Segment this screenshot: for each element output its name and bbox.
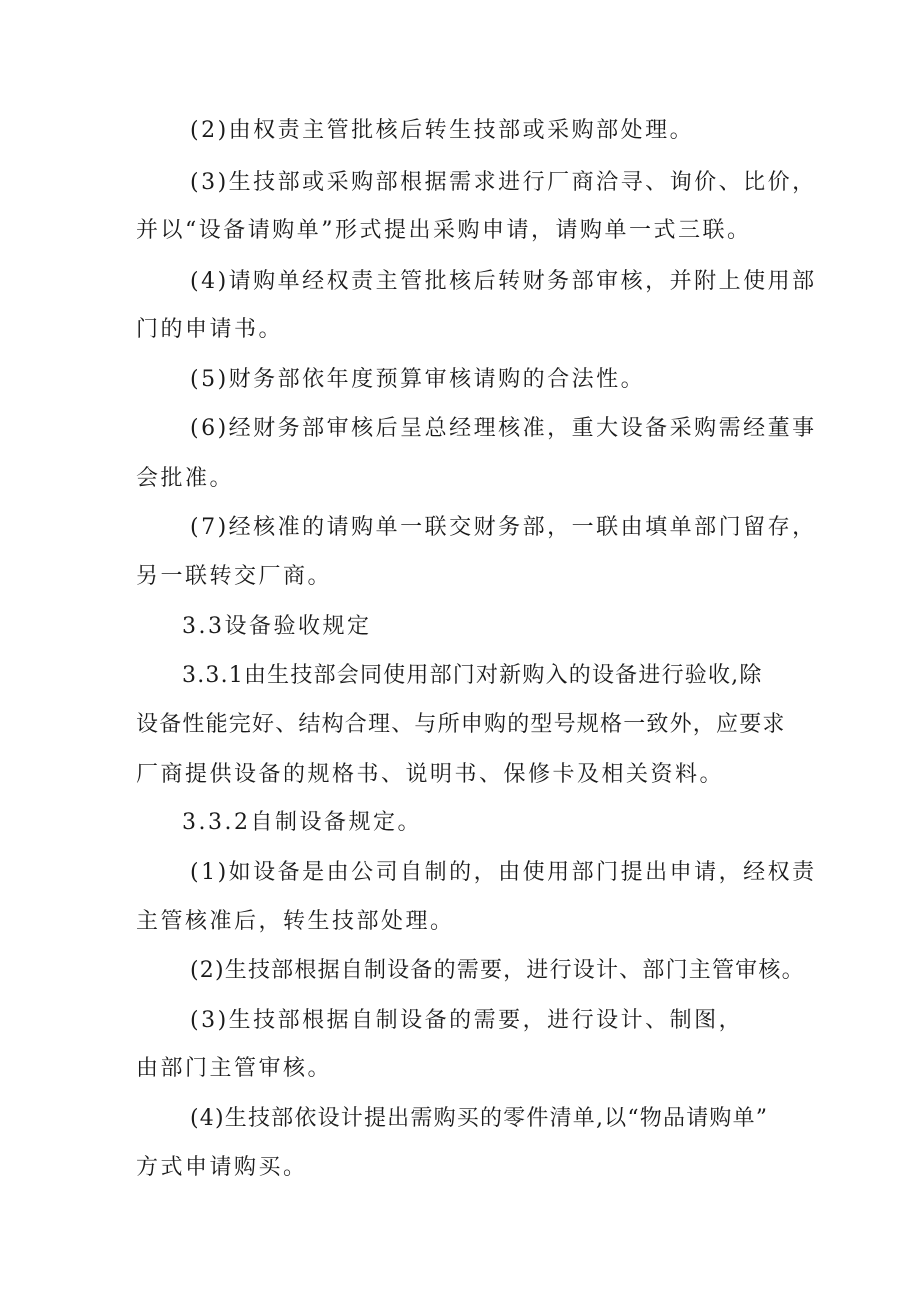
paragraph-line: 另一联转交厂商。 <box>136 564 333 589</box>
paragraph-line: 会批准。 <box>136 466 235 491</box>
section-heading: 3.3设备验收规定 <box>182 614 372 639</box>
paragraph-line: 设备性能完好、结构合理、与所申购的型号规格一致外，应要求 <box>136 712 786 737</box>
paragraph-line: (7)经核准的请购单一联交财务部，一联由填单部门留存， <box>190 515 817 540</box>
paragraph-line: 厂商提供设备的规格书、说明书、保修卡及相关资料。 <box>136 762 725 787</box>
paragraph-line: (1)如设备是由公司自制的，由使用部门提出申请，经权责 <box>190 860 817 885</box>
paragraph-line: (2)生技部根据自制设备的需要，进行设计、部门主管审核。 <box>190 958 805 983</box>
paragraph-line: (4)生技部依设计提出需购买的零件清单,以“物品请购单” <box>190 1106 769 1131</box>
paragraph-line: 3.3.1由生技部会同使用部门对新购入的设备进行验收,除 <box>182 663 763 688</box>
paragraph-line: 并以“设备请购单”形式提出采购申请，请购单一式三联。 <box>136 218 752 243</box>
paragraph-line: 方式申请购买。 <box>136 1155 308 1180</box>
paragraph-line: 由部门主管审核。 <box>136 1056 333 1081</box>
paragraph-line: (3)生技部根据自制设备的需要，进行设计、制图， <box>190 1008 744 1033</box>
paragraph-line: (5)财务部依年度预算审核请购的合法性。 <box>190 367 646 392</box>
paragraph-line: (2)由权责主管批核后转生技部或采购部处理。 <box>190 118 695 143</box>
paragraph-line: 门的申请书。 <box>136 317 284 342</box>
paragraph-line: (6)经财务部审核后呈总经理核准，重大设备采购需经董事 <box>190 416 817 441</box>
paragraph-line: (4)请购单经权责主管批核后转财务部审核，并附上使用部 <box>190 269 817 294</box>
section-heading: 3.3.2自制设备规定。 <box>182 810 422 835</box>
paragraph-line: (3)生技部或采购部根据需求进行厂商洽寻、询价、比价， <box>190 170 817 195</box>
paragraph-line: 主管核准后，转生技部处理。 <box>136 909 455 934</box>
